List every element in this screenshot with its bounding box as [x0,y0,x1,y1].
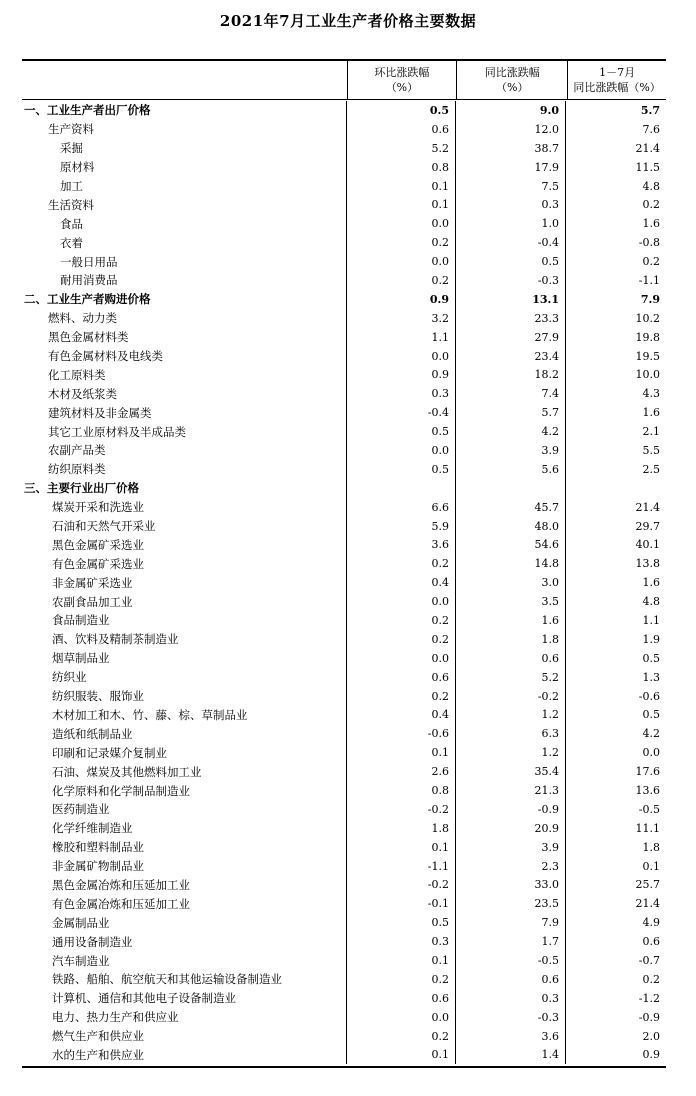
row-label: 生活资料 [22,195,347,214]
table-header [22,61,666,100]
row-label: 通用设备制造业 [22,932,347,951]
table-row [22,573,666,592]
row-label: 采掘 [22,139,347,158]
row-ytd-value: 19.5 [635,349,660,363]
row-yoy-value: 0.5 [456,252,566,271]
row-mom-value: 0.0 [347,347,456,366]
table-row [22,762,666,781]
row-ytd-value: 4.3 [642,387,660,401]
row-yoy-value [456,479,566,498]
table-row [22,743,666,762]
row-label: 耐用消费品 [22,271,347,290]
row-yoy-value: 5.7 [456,403,566,422]
row-mom-value: 0.6 [347,120,456,139]
row-mom-value: 5.2 [347,139,456,158]
row-ytd-value: 10.0 [635,368,660,382]
table-row [22,951,666,970]
table-row [22,517,666,536]
row-mom-value: -0.1 [347,894,456,913]
page-title: 2021年7月工业生产者价格主要数据 [219,12,477,30]
row-label: 原材料 [22,158,347,177]
row-mom-value: 0.3 [347,932,456,951]
header-yoy-line1: 同比涨跌幅 [484,66,540,79]
row-mom-value: 1.1 [347,328,456,347]
table-row [22,630,666,649]
row-yoy-value: 6.3 [456,724,566,743]
row-label: 黑色金属冶炼和压延加工业 [22,876,347,895]
row-mom-value: 5.9 [347,517,456,536]
table-row [22,139,666,158]
table-row [22,932,666,951]
table-row [22,195,666,214]
row-yoy-value: 7.5 [456,177,566,196]
row-mom-value: 0.6 [347,668,456,687]
row-ytd-value: 13.8 [635,557,660,571]
table-row [22,535,666,554]
row-mom-value: 0.5 [347,101,456,120]
table-row [22,800,666,819]
row-yoy-value: 35.4 [456,762,566,781]
row-yoy-value: 4.2 [456,422,566,441]
row-label: 衣着 [22,233,347,252]
row-mom-value: 1.8 [347,819,456,838]
row-label: 生产资料 [22,120,347,139]
row-yoy-value: 0.3 [456,989,566,1008]
row-label: 造纸和纸制品业 [22,724,347,743]
row-mom-value: -1.1 [347,857,456,876]
table-row [22,120,666,139]
table-row [22,252,666,271]
row-label: 有色金属材料及电线类 [22,347,347,366]
header-mom-line1: 环比涨跌幅 [374,66,430,79]
row-yoy-value: -0.5 [456,951,566,970]
row-mom-value: 0.1 [347,951,456,970]
row-ytd-value: 13.6 [635,784,660,797]
row-ytd-value: 2.5 [642,462,660,476]
row-ytd-value: 1.6 [642,217,660,231]
table-row [22,857,666,876]
row-mom-value: 6.6 [347,498,456,517]
row-label: 非金属矿物制品业 [22,857,347,876]
header-ytd-line1: 1－7月 [599,66,636,79]
row-ytd-value: 7.6 [642,122,660,136]
row-ytd-value: 5.5 [642,443,660,457]
row-label: 食品 [22,214,347,233]
row-ytd-value: 4.2 [642,727,660,741]
table-row [22,309,666,328]
row-mom-value: 0.2 [347,1027,456,1046]
table-row [22,989,666,1008]
row-mom-value: 0.2 [347,271,456,290]
row-mom-value: 0.0 [347,592,456,611]
table-row [22,611,666,630]
row-ytd-value: 5.7 [640,103,660,117]
row-mom-value: 3.6 [347,535,456,554]
row-mom-value: 0.2 [347,554,456,573]
row-ytd-value: -1.1 [638,273,660,287]
row-mom-value: 0.0 [347,214,456,233]
row-yoy-value: 0.3 [456,195,566,214]
header-mom [348,61,458,99]
row-label: 其它工业原材料及半成品类 [22,422,347,441]
row-yoy-value: -0.2 [456,687,566,706]
row-mom-value: 0.6 [347,989,456,1008]
row-yoy-value: 21.3 [456,781,566,800]
row-label: 铁路、船舶、航空航天和其他运输设备制造业 [22,970,347,989]
table-row [22,876,666,895]
row-yoy-value: 23.4 [456,347,566,366]
row-label: 燃料、动力类 [22,309,347,328]
row-label: 黑色金属材料类 [22,328,347,347]
row-label: 烟草制品业 [22,649,347,668]
row-ytd-value: 25.7 [635,878,660,892]
table-row [22,894,666,913]
table-row [22,668,666,687]
row-ytd-value: 0.6 [642,935,660,949]
row-label: 非金属矿采选业 [22,573,347,592]
row-ytd-value: 0.5 [642,708,660,722]
row-mom-value: -0.2 [347,876,456,895]
row-yoy-value: 7.9 [456,913,566,932]
row-yoy-value: 48.0 [456,517,566,536]
row-label: 三、主要行业出厂价格 [22,479,347,498]
row-yoy-value: -0.3 [456,271,566,290]
row-mom-value: 0.1 [347,838,456,857]
row-ytd-value: 7.9 [640,292,660,306]
row-yoy-value: 0.6 [456,649,566,668]
row-ytd-value: -0.8 [638,236,660,250]
row-ytd-value: 0.1 [642,859,660,873]
row-label: 二、工业生产者购进价格 [22,290,347,309]
row-mom-value: 2.6 [347,762,456,781]
row-ytd-value [566,479,664,498]
table-row [22,498,666,517]
row-mom-value: 0.1 [347,195,456,214]
row-yoy-value: 2.3 [456,857,566,876]
table-row [22,441,666,460]
row-ytd-value: -1.2 [638,991,660,1005]
row-mom-value: 0.4 [347,706,456,725]
row-yoy-value: 1.7 [456,932,566,951]
row-label: 木材及纸浆类 [22,384,347,403]
row-mom-value: -0.6 [347,724,456,743]
row-yoy-value: 27.9 [456,328,566,347]
row-yoy-value: 1.8 [456,630,566,649]
row-ytd-value: 11.5 [635,160,660,174]
row-mom-value: 0.8 [347,158,456,177]
row-ytd-value: -0.7 [638,954,660,968]
table-row [22,214,666,233]
row-yoy-value: 0.6 [456,970,566,989]
table-row [22,347,666,366]
row-ytd-value: 21.4 [635,897,660,911]
row-yoy-value: 18.2 [456,365,566,384]
table-row [22,403,666,422]
row-yoy-value: 9.0 [456,101,566,120]
row-yoy-value: 1.2 [456,706,566,725]
row-yoy-value: -0.9 [456,800,566,819]
table-row [22,365,666,384]
row-label: 黑色金属矿采选业 [22,535,347,554]
row-mom-value: 0.1 [347,743,456,762]
row-ytd-value: -0.9 [638,1010,660,1024]
row-mom-value: 3.2 [347,309,456,328]
row-yoy-value: 23.5 [456,894,566,913]
row-yoy-value: 3.0 [456,573,566,592]
row-yoy-value: 3.5 [456,592,566,611]
row-mom-value: 0.9 [347,290,456,309]
table-row [22,1008,666,1027]
row-ytd-value: 1.9 [642,632,660,646]
row-mom-value: 0.5 [347,460,456,479]
row-ytd-value: 1.3 [642,670,660,684]
row-mom-value: 0.2 [347,687,456,706]
row-mom-value: 0.0 [347,1008,456,1027]
row-yoy-value: 20.9 [456,819,566,838]
table-row [22,384,666,403]
row-yoy-value: 13.1 [456,290,566,309]
row-mom-value: 0.0 [347,252,456,271]
row-mom-value: 0.2 [347,233,456,252]
table-row [22,781,666,800]
header-ytd-line2: 同比涨跌幅（%） [573,81,661,94]
header-blank-cell [22,61,348,99]
row-label: 金属制品业 [22,913,347,932]
row-yoy-value: 45.7 [456,498,566,517]
row-label: 燃气生产和供应业 [22,1027,347,1046]
row-label: 一、工业生产者出厂价格 [22,101,347,120]
table-row [22,649,666,668]
table-row [22,422,666,441]
row-yoy-value: -0.3 [456,1008,566,1027]
row-label: 纺织业 [22,668,347,687]
row-ytd-value: 10.2 [635,311,660,325]
row-yoy-value: 1.2 [456,743,566,762]
table-row [22,1046,666,1065]
table-body [22,100,666,1066]
row-yoy-value: 3.9 [456,838,566,857]
row-ytd-value: 0.2 [642,198,660,212]
row-yoy-value: -0.4 [456,233,566,252]
row-label: 一般日用品 [22,252,347,271]
row-yoy-value: 7.4 [456,384,566,403]
row-label: 纺织服装、服饰业 [22,687,347,706]
row-label: 医药制造业 [22,800,347,819]
row-ytd-value: 4.8 [642,595,660,609]
row-mom-value: 0.0 [347,441,456,460]
table-row [22,158,666,177]
row-yoy-value: 5.2 [456,668,566,687]
row-ytd-value: -0.5 [638,802,660,816]
table-row [22,233,666,252]
row-label: 纺织原料类 [22,460,347,479]
row-yoy-value: 3.9 [456,441,566,460]
price-data-table [22,59,666,1068]
table-row [22,290,666,309]
row-yoy-value: 38.7 [456,139,566,158]
row-label: 木材加工和木、竹、藤、棕、草制品业 [22,706,347,725]
row-ytd-value: 19.8 [635,330,660,344]
row-label: 农副食品加工业 [22,592,347,611]
row-yoy-value: 14.8 [456,554,566,573]
row-ytd-value: 1.1 [642,613,660,627]
row-ytd-value: 2.0 [642,1029,660,1043]
row-mom-value: 0.1 [347,1046,456,1065]
table-row [22,101,666,120]
row-label: 化工原料类 [22,365,347,384]
row-label: 印刷和记录媒介复制业 [22,743,347,762]
row-label: 化学纤维制造业 [22,819,347,838]
table-row [22,913,666,932]
row-ytd-value: 0.2 [642,972,660,986]
table-row [22,724,666,743]
row-yoy-value: 33.0 [456,876,566,895]
row-mom-value: -0.2 [347,800,456,819]
row-yoy-value: 12.0 [456,120,566,139]
table-row [22,479,666,498]
row-mom-value: -0.4 [347,403,456,422]
row-ytd-value: 0.9 [642,1048,660,1062]
row-mom-value: 0.3 [347,384,456,403]
row-label: 建筑材料及非金属类 [22,403,347,422]
table-row [22,838,666,857]
table-row [22,592,666,611]
row-ytd-value: 4.8 [642,179,660,193]
row-label: 农副产品类 [22,441,347,460]
row-ytd-value: 29.7 [635,519,660,533]
row-ytd-value: 2.1 [642,425,660,439]
row-yoy-value: 23.3 [456,309,566,328]
row-yoy-value: 3.6 [456,1027,566,1046]
row-label: 有色金属矿采选业 [22,554,347,573]
header-yoy-line2: （%） [496,81,529,94]
row-label: 化学原料和化学制品制造业 [22,781,347,800]
row-ytd-value: 17.6 [635,765,660,779]
table-row [22,554,666,573]
row-mom-value: 0.8 [347,781,456,800]
header-yoy [457,61,568,99]
table-row [22,460,666,479]
table-row [22,328,666,347]
row-mom-value: 0.2 [347,611,456,630]
row-ytd-value: 40.1 [635,538,660,552]
row-yoy-value: 54.6 [456,535,566,554]
row-label: 石油、煤炭及其他燃料加工业 [22,762,347,781]
row-mom-value: 0.4 [347,573,456,592]
row-ytd-value: -0.6 [638,689,660,703]
row-ytd-value: 1.8 [642,840,660,854]
row-mom-value [347,479,456,498]
table-row [22,271,666,290]
row-label: 石油和天然气开采业 [22,517,347,536]
row-ytd-value: 21.4 [635,141,660,155]
row-ytd-value: 0.0 [642,746,660,760]
row-yoy-value: 17.9 [456,158,566,177]
row-ytd-value: 4.9 [642,916,660,930]
row-mom-value: 0.1 [347,177,456,196]
row-ytd-value: 0.5 [642,651,660,665]
row-mom-value: 0.2 [347,970,456,989]
row-mom-value: 0.9 [347,365,456,384]
row-yoy-value: 1.4 [456,1046,566,1065]
header-mom-line2: （%） [385,81,419,94]
row-ytd-value: 21.4 [635,500,660,514]
table-row [22,1027,666,1046]
row-mom-value: 0.5 [347,913,456,932]
row-yoy-value: 5.6 [456,460,566,479]
row-mom-value: 0.2 [347,630,456,649]
row-label: 计算机、通信和其他电子设备制造业 [22,989,347,1008]
table-row [22,706,666,725]
header-ytd [568,61,666,99]
row-label: 汽车制造业 [22,951,347,970]
table-row [22,687,666,706]
row-yoy-value: 1.6 [456,611,566,630]
row-ytd-value: 0.2 [642,255,660,269]
row-label: 酒、饮料及精制茶制造业 [22,630,347,649]
row-ytd-value: 1.6 [642,406,660,420]
row-label: 食品制造业 [22,611,347,630]
row-label: 水的生产和供应业 [22,1046,347,1065]
row-label: 电力、热力生产和供应业 [22,1008,347,1027]
row-yoy-value: 1.0 [456,214,566,233]
table-row [22,177,666,196]
row-ytd-value: 11.1 [635,821,660,835]
row-label: 有色金属冶炼和压延加工业 [22,894,347,913]
row-label: 橡胶和塑料制品业 [22,838,347,857]
table-row [22,970,666,989]
row-mom-value: 0.5 [347,422,456,441]
row-label: 加工 [22,177,347,196]
row-label: 煤炭开采和洗选业 [22,498,347,517]
table-row [22,819,666,838]
row-ytd-value: 1.6 [642,576,660,590]
row-mom-value: 0.0 [347,649,456,668]
